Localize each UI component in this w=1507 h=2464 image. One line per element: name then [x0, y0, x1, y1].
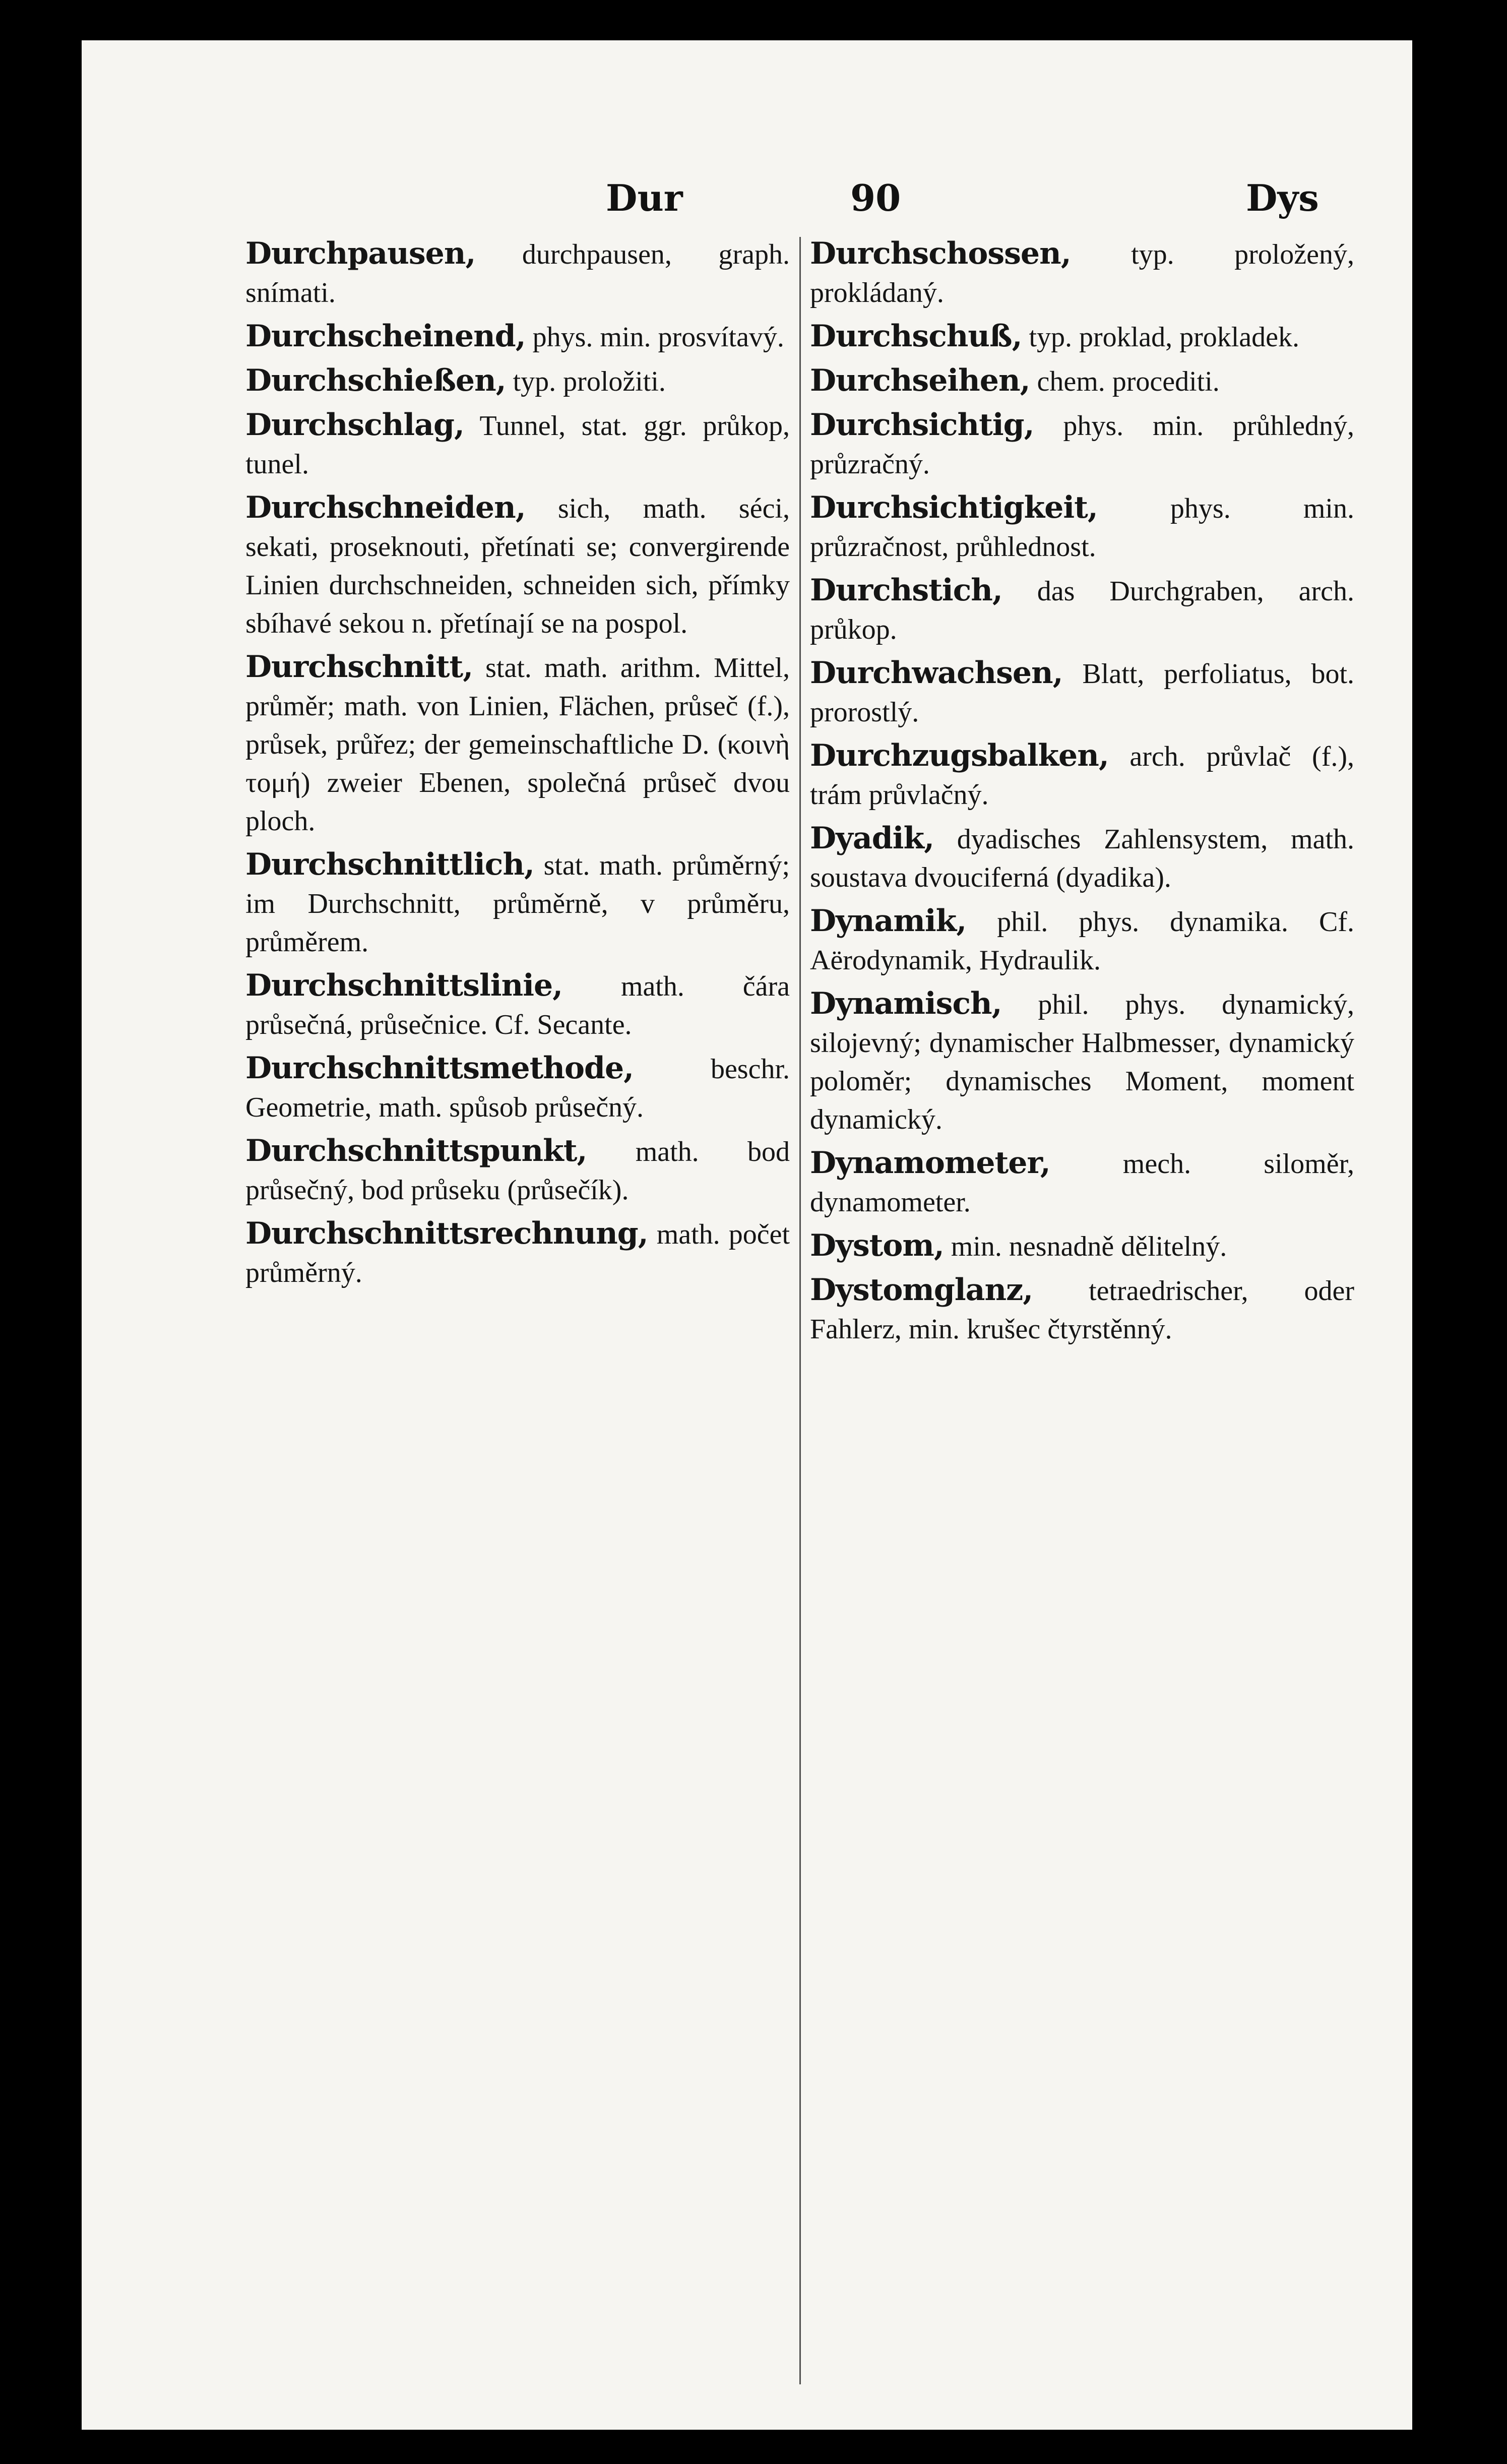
dictionary-entry — [245, 361, 790, 401]
definition: Tunnel, stat. ggr. průkop, tunel. — [245, 410, 790, 480]
headword: Durchwachsen, — [810, 655, 1063, 691]
dictionary-entry — [245, 648, 790, 840]
definition: tetraedrischer, oder Fahlerz, min. krušec čtyrstěnný. — [810, 1275, 1354, 1345]
dictionary-entry — [245, 966, 790, 1044]
dictionary-entry — [810, 1226, 1354, 1266]
dictionary-entry — [810, 819, 1354, 897]
definition: stat. math. arithm. Mittel, průměr; math. von Linien, Flächen, průseč (f.), průsek, průřez; der gemeinschaftliche D. (κοινὴ τομή) zweier Ebenen, společná průseč dvou ploch. — [245, 652, 790, 837]
headword: Dyadik, — [810, 821, 934, 856]
definition: dyadisches Zahlensystem, math. soustava dvouciferná (dyadika). — [810, 824, 1354, 893]
definition: typ. proložiti. — [513, 366, 666, 397]
dictionary-entry — [810, 1271, 1354, 1348]
headword: Durchsichtig, — [810, 407, 1034, 443]
headword: Dynamisch, — [810, 986, 1002, 1021]
headword: Durchschuß, — [810, 319, 1022, 354]
headword: Dystom, — [810, 1228, 944, 1263]
headword: Durchschnittspunkt, — [245, 1133, 587, 1168]
dictionary-entry — [810, 984, 1354, 1139]
dictionary-entry — [245, 234, 790, 312]
dictionary-entry — [810, 1144, 1354, 1221]
headword: Durchpausen, — [245, 236, 476, 271]
definition: chem. procediti. — [1037, 366, 1220, 397]
headword: Dynamometer, — [810, 1145, 1050, 1181]
dictionary-entry — [810, 902, 1354, 979]
dictionary-entry — [810, 488, 1354, 566]
definition: math. čára průsečná, průsečnice. Cf. Secante. — [245, 971, 790, 1040]
definition: phil. phys. dynamika. Cf. Aërodynamik, Hydraulik. — [810, 906, 1354, 976]
dictionary-entry — [245, 1049, 790, 1127]
headword: Durchschossen, — [810, 236, 1071, 271]
headword: Durchsichtigkeit, — [810, 490, 1098, 525]
definition: phys. min. průhledný, průzračný. — [810, 410, 1354, 480]
dictionary-entry — [245, 1214, 790, 1292]
dictionary-entry — [810, 736, 1354, 814]
definition: typ. proložený, prokládaný. — [810, 239, 1354, 309]
column-divider — [799, 237, 801, 2384]
definition: beschr. Geometrie, math. spůsob průsečný. — [245, 1054, 790, 1123]
headword: Dystomglanz, — [810, 1272, 1033, 1308]
running-head-last-word: Dys — [1246, 176, 1319, 219]
headword: Durchschnitt, — [245, 649, 473, 685]
definition: phys. min. prosvítavý. — [532, 322, 784, 353]
headword: Durchschlag, — [245, 407, 464, 443]
definition: typ. proklad, prokladek. — [1029, 322, 1300, 353]
definition: stat. math. průměrný; im Durchschnitt, průměrně, v průměru, průměrem. — [245, 850, 790, 958]
definition: min. nesnadně dělitelný. — [951, 1231, 1227, 1262]
headword: Durchschneiden, — [245, 490, 526, 525]
dictionary-entry — [245, 317, 790, 356]
headword: Durchschnittsrechnung, — [245, 1216, 648, 1251]
headword: Durchseihen, — [810, 363, 1030, 398]
headword: Durchstich, — [810, 573, 1002, 608]
dictionary-entry — [245, 488, 790, 643]
page-number: 90 — [850, 176, 901, 219]
definition: durchpausen, graph. snímati. — [245, 239, 790, 309]
definition: sich, math. séci, sekati, proseknouti, přetínati se; convergirende Linien durchschneiden, schneiden sich, přímky sbíhavé sekou n. přetínají se na pospol. — [245, 493, 790, 639]
dictionary-entry — [810, 654, 1354, 731]
dictionary-entry — [810, 571, 1354, 649]
dictionary-entry — [245, 406, 790, 483]
definition: phil. phys. dynamický, silojevný; dynamischer Halbmesser, dynamický poloměr; dynamisches Moment, moment dynamický. — [810, 989, 1354, 1135]
definition: math. počet průměrný. — [245, 1219, 790, 1288]
left-column — [245, 234, 790, 1297]
dictionary-entry — [245, 1132, 790, 1209]
running-head — [82, 176, 1412, 222]
headword: Dynamik, — [810, 903, 967, 939]
dictionary-entry — [810, 234, 1354, 312]
headword: Durchschnittlich, — [245, 847, 534, 882]
definition: das Durchgraben, arch. průkop. — [810, 576, 1355, 645]
definition: phys. min. průzračnost, průhlednost. — [810, 493, 1354, 563]
dictionary-entry — [810, 361, 1354, 401]
definition: Blatt, perfoliatus, bot. prorostlý. — [810, 658, 1355, 728]
dictionary-entry — [810, 317, 1354, 356]
headword: Durchschnittslinie, — [245, 968, 563, 1003]
definition: math. bod průsečný, bod průseku (průsečík). — [245, 1136, 790, 1206]
headword: Durchschnittsmethode, — [245, 1051, 634, 1086]
dictionary-page — [82, 40, 1412, 2430]
headword: Durchscheinend, — [245, 319, 526, 354]
dictionary-entry — [245, 845, 790, 961]
right-column — [810, 234, 1354, 1353]
definition: mech. siloměr, dynamometer. — [810, 1148, 1354, 1218]
headword: Durchschießen, — [245, 363, 506, 398]
definition: arch. průvlač (f.), trám průvlačný. — [810, 741, 1354, 811]
headword: Durchzugsbalken, — [810, 738, 1109, 773]
running-head-first-word: Dur — [606, 176, 683, 219]
dictionary-entry — [810, 406, 1354, 483]
